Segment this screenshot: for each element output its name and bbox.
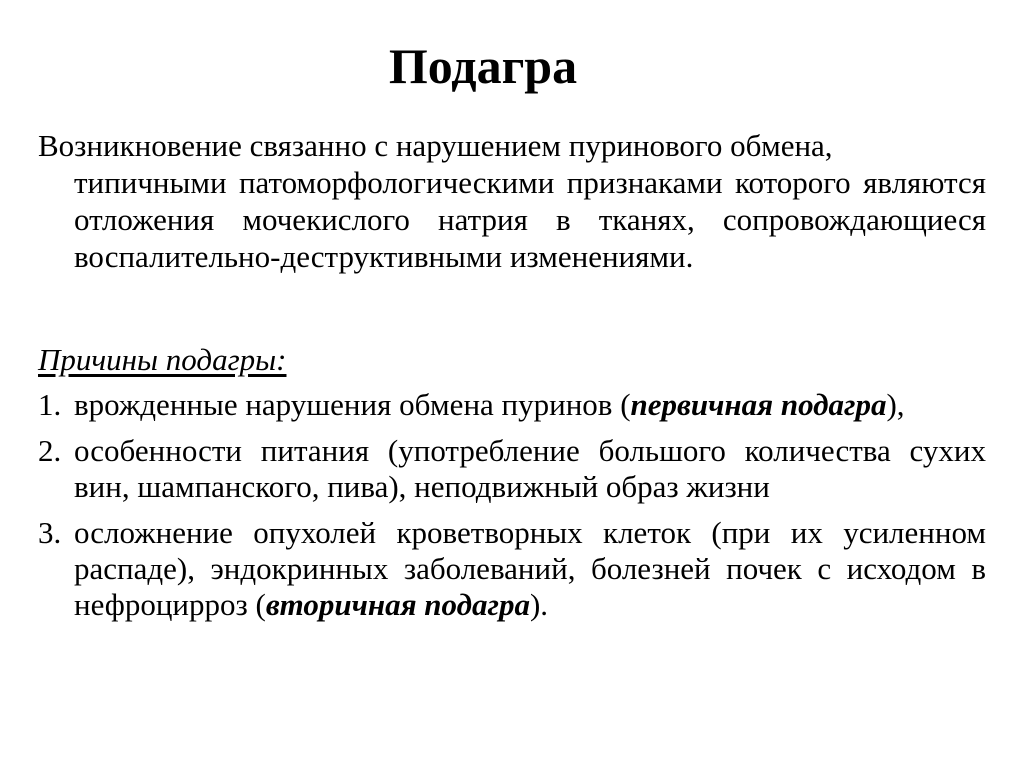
cause-text-after: ), [886, 387, 905, 422]
cause-term: вторичная подагра [265, 587, 530, 622]
cause-term: первичная подагра [630, 387, 887, 422]
cause-text: осложнение опухолей кроветворных клеток (при их усиленном распаде), эндокринных заболеваний, болезней почек с исходом в нефроцирроз ( [74, 515, 986, 622]
cause-text: врожденные нарушения обмена пуринов ( [74, 387, 631, 422]
causes-list [38, 387, 986, 633]
intro-first-line: Возникновение связанно с нарушением пуринового обмена, [38, 128, 833, 163]
causes-heading: Причины подагры: [38, 342, 287, 377]
cause-number: 3. [38, 515, 62, 550]
slide-title: Подагра [388, 38, 578, 94]
intro-paragraph [38, 127, 986, 275]
cause-item-1 [38, 387, 986, 423]
intro-rest: типичными патоморфологическими признаками которого являются отложения мочекислого натрия в тканях, сопровождающиеся воспалительно-деструктивными изменениями. [74, 165, 986, 274]
cause-text-after: ). [529, 587, 549, 622]
cause-text: особенности питания (употребление большого количества сухих вин, шампанского, пива), неподвижный образ жизни [74, 433, 986, 504]
cause-number: 2. [38, 433, 62, 468]
cause-item-2 [38, 433, 986, 505]
cause-item-3 [38, 515, 986, 623]
cause-number: 1. [38, 387, 62, 422]
